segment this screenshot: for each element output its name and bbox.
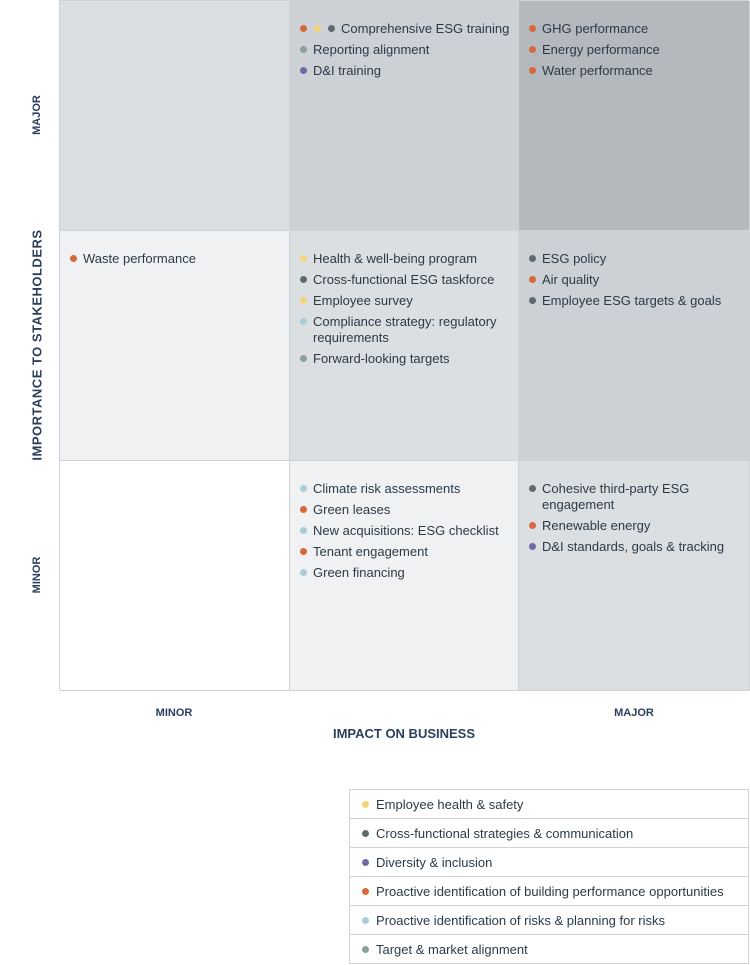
matrix-item-label: Tenant engagement <box>313 544 428 559</box>
matrix-item <box>300 314 510 346</box>
category-dots <box>70 255 77 262</box>
matrix-item <box>300 21 510 37</box>
category-dot-icon <box>529 276 536 283</box>
legend-dot-icon <box>362 801 369 808</box>
legend-dot-icon <box>362 830 369 837</box>
matrix-item <box>300 523 510 539</box>
category-dot-icon <box>300 318 307 325</box>
category-dot-icon <box>328 25 335 32</box>
matrix-item-label: New acquisitions: ESG checklist <box>313 523 499 538</box>
category-dot-icon <box>529 67 536 74</box>
legend-dot-icon <box>362 917 369 924</box>
matrix-item <box>300 351 510 367</box>
category-dots <box>300 506 307 513</box>
legend-label: Employee health & safety <box>376 796 524 812</box>
category-dot-icon <box>529 543 536 550</box>
category-dots <box>300 548 307 555</box>
matrix-item-label: Energy performance <box>542 42 660 57</box>
category-dot-icon <box>300 276 307 283</box>
category-dot-icon <box>529 485 536 492</box>
category-dot-icon <box>300 548 307 555</box>
category-dots <box>300 569 307 576</box>
matrix-item-label: Employee ESG targets & goals <box>542 293 722 308</box>
matrix-cell <box>519 1 750 231</box>
matrix-item-label: Health & well-being program <box>313 251 478 266</box>
matrix-item <box>529 272 741 288</box>
category-dots <box>300 527 307 534</box>
matrix-item-label: Compliance strategy: regulatory requirements <box>313 314 497 345</box>
legend-label: Diversity & inclusion <box>376 854 493 870</box>
category-dot-icon <box>300 46 307 53</box>
category-dots <box>529 25 536 32</box>
materiality-matrix <box>59 0 749 690</box>
matrix-item-label: Employee survey <box>313 293 413 308</box>
category-dot-icon <box>529 25 536 32</box>
category-dot-icon <box>529 46 536 53</box>
category-dots <box>300 67 307 74</box>
matrix-item-label: Forward-looking targets <box>313 351 450 366</box>
matrix-item <box>300 481 510 497</box>
category-dots <box>300 355 307 362</box>
matrix-item-label: D&I training <box>313 63 381 78</box>
category-dots <box>300 485 307 492</box>
category-dot-icon <box>300 355 307 362</box>
category-dot-icon <box>70 255 77 262</box>
matrix-item <box>529 251 741 267</box>
legend-label: Target & market alignment <box>376 941 528 957</box>
matrix-item <box>529 63 741 79</box>
matrix-cell <box>60 231 290 461</box>
matrix-item-label: Comprehensive ESG training <box>341 21 510 36</box>
matrix-cell <box>60 1 290 231</box>
matrix-item-label: Climate risk assessments <box>313 481 461 496</box>
category-dots <box>300 25 335 32</box>
legend-dot-icon <box>362 946 369 953</box>
matrix-item-label: D&I standards, goals & tracking <box>542 539 725 554</box>
matrix-item-label: ESG policy <box>542 251 607 266</box>
matrix-item <box>529 518 741 534</box>
category-dots <box>529 46 536 53</box>
matrix-item <box>529 539 741 555</box>
legend-item <box>350 790 748 819</box>
matrix-item-label: Green leases <box>313 502 391 517</box>
legend-label: Proactive identification of risks & planning for risks <box>376 912 666 928</box>
category-dots <box>529 276 536 283</box>
category-dot-icon <box>300 527 307 534</box>
matrix-cell <box>519 461 750 691</box>
x-axis-label: IMPACT ON BUSINESS <box>332 726 476 741</box>
category-dots <box>300 255 307 262</box>
category-dot-icon <box>300 255 307 262</box>
category-dot-icon <box>300 67 307 74</box>
category-dots <box>300 276 307 283</box>
matrix-item <box>70 251 281 267</box>
category-dot-icon <box>300 569 307 576</box>
matrix-item <box>300 544 510 560</box>
category-dot-icon <box>300 485 307 492</box>
category-dots <box>300 297 307 304</box>
x-tick-major: MAJOR <box>614 707 654 719</box>
matrix-item <box>529 21 741 37</box>
matrix-item-label: Cross-functional ESG taskforce <box>313 272 495 287</box>
category-dot-icon <box>529 522 536 529</box>
matrix-cell <box>290 461 519 691</box>
matrix-item <box>529 42 741 58</box>
legend-label: Proactive identification of building performance opportunities <box>376 883 724 899</box>
category-dot-icon <box>314 25 321 32</box>
matrix-cell <box>60 461 290 691</box>
matrix-item <box>300 63 510 79</box>
matrix-item <box>300 251 510 267</box>
x-tick-minor: MINOR <box>155 707 193 719</box>
matrix-item <box>300 565 510 581</box>
matrix-item <box>529 481 741 513</box>
category-dots <box>529 67 536 74</box>
category-dots <box>529 255 536 262</box>
category-dot-icon <box>300 297 307 304</box>
legend-label: Cross-functional strategies & communication <box>376 825 634 841</box>
legend-item <box>350 877 748 906</box>
matrix-item-label: GHG performance <box>542 21 649 36</box>
matrix-item <box>300 293 510 309</box>
matrix-item <box>300 42 510 58</box>
matrix-item-label: Water performance <box>542 63 653 78</box>
category-dots <box>300 46 307 53</box>
legend-item <box>350 935 748 964</box>
category-dots <box>300 318 307 325</box>
matrix-cell <box>290 1 519 231</box>
category-dot-icon <box>300 506 307 513</box>
matrix-item <box>529 293 741 309</box>
matrix-item-label: Reporting alignment <box>313 42 430 57</box>
y-axis-label: IMPORTANCE TO STAKEHOLDERS <box>29 229 45 461</box>
matrix-item-label: Air quality <box>542 272 600 287</box>
matrix-item-label: Waste performance <box>83 251 196 266</box>
category-dots <box>529 485 536 492</box>
matrix-item <box>300 502 510 518</box>
matrix-item <box>300 272 510 288</box>
legend <box>349 789 749 964</box>
category-dot-icon <box>529 297 536 304</box>
y-tick-major: MAJOR <box>31 95 43 135</box>
category-dots <box>529 297 536 304</box>
legend-dot-icon <box>362 888 369 895</box>
matrix-item-label: Renewable energy <box>542 518 651 533</box>
matrix-item-label: Green financing <box>313 565 405 580</box>
category-dot-icon <box>529 255 536 262</box>
legend-item <box>350 848 748 877</box>
matrix-cell <box>290 231 519 461</box>
category-dot-icon <box>300 25 307 32</box>
legend-dot-icon <box>362 859 369 866</box>
legend-item <box>350 906 748 935</box>
y-tick-minor: MINOR <box>31 556 43 594</box>
legend-item <box>350 819 748 848</box>
matrix-cell <box>519 231 750 461</box>
category-dots <box>529 543 536 550</box>
category-dots <box>529 522 536 529</box>
matrix-item-label: Cohesive third-party ESG engagement <box>542 481 690 512</box>
